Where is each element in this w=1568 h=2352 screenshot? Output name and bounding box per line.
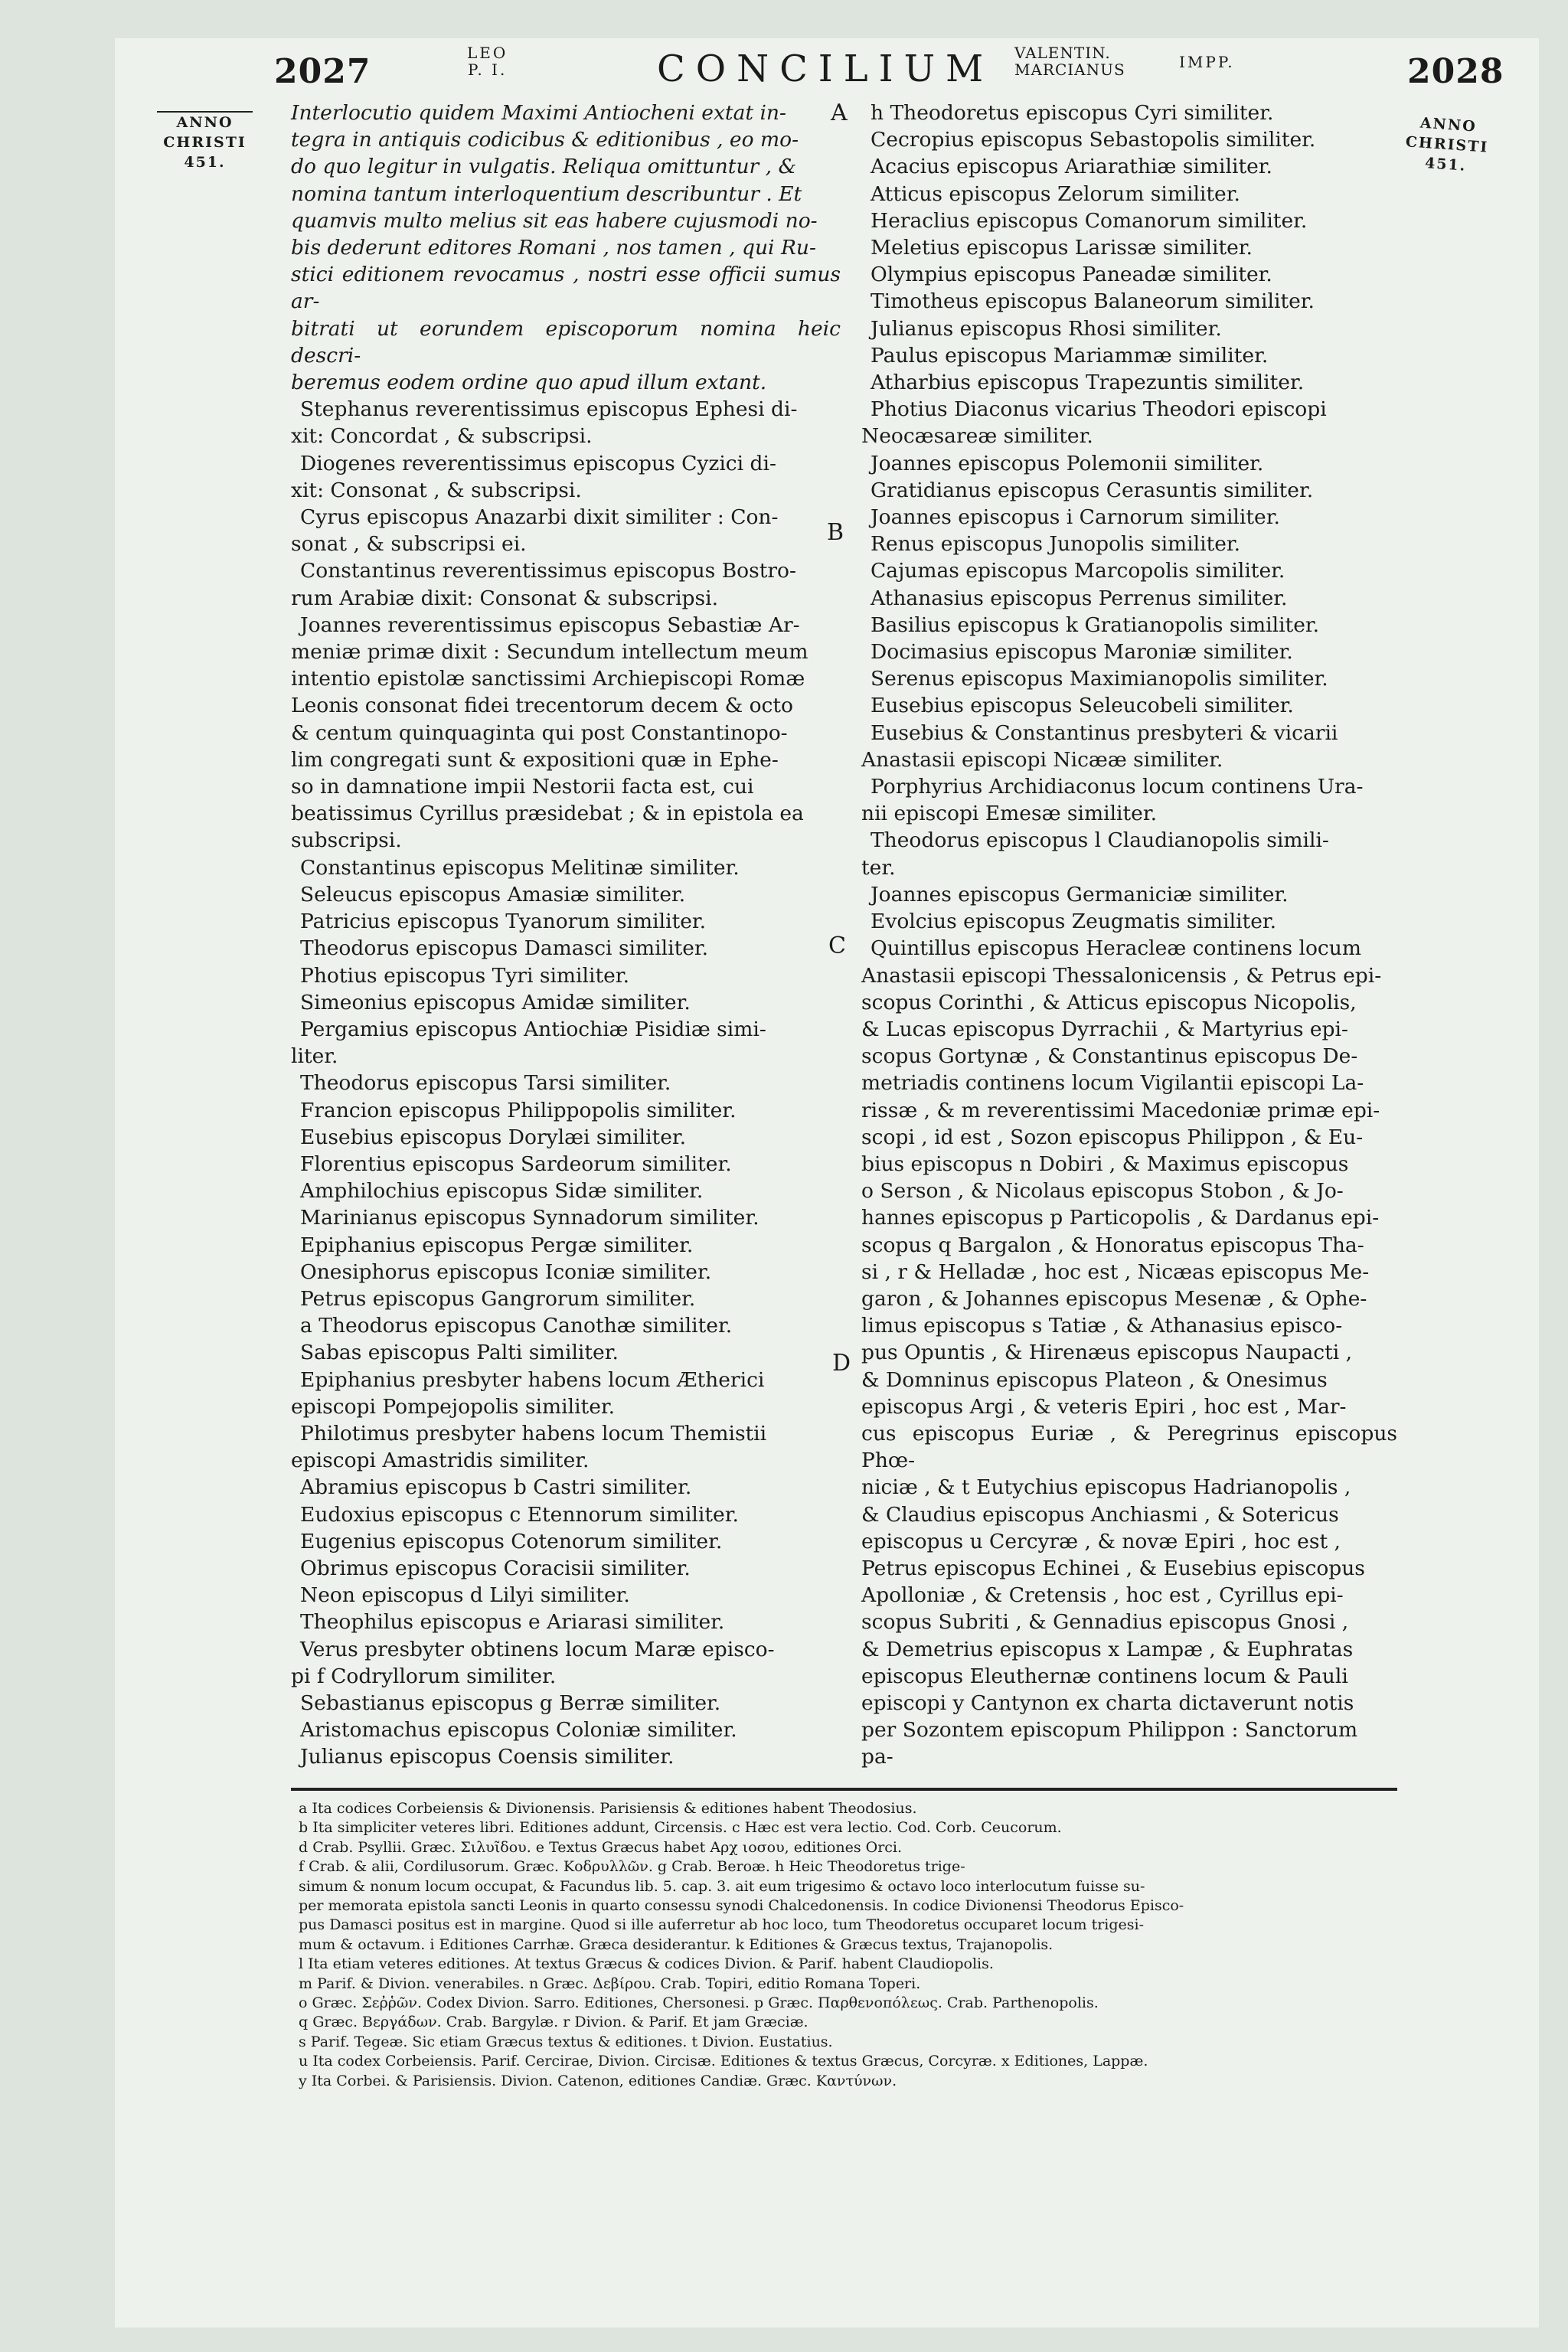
footnotes	[299, 1799, 1401, 2091]
text-line: Julianus episcopus Coensis similiter.	[300, 1745, 675, 1769]
christi-word: CHRISTI	[163, 134, 247, 151]
text-line: limus episcopus s Tatiæ , & Athanasius episco-	[861, 1314, 1343, 1338]
text-line: Porphyrius Archidiaconus locum continens Ura-	[871, 775, 1364, 799]
text-line: si , r & Helladæ , hoc est , Nicæas episcopus Me-	[861, 1259, 1370, 1284]
text-line: Theodorus episcopus Tarsi similiter.	[300, 1071, 671, 1096]
right-column	[861, 100, 1397, 1771]
text-line: Amphilochius episcopus Sidæ similiter.	[300, 1179, 704, 1204]
running-head-leo	[467, 44, 508, 78]
text-line: Epiphanius presbyter habens locum Ætherici	[300, 1367, 765, 1392]
text-line: Interlocutio quidem Maximi Antiocheni extat in-	[291, 101, 786, 125]
footnote-line: mum & octavum. i Editiones Carrhæ. Græca desiderantur. k Editiones & Græcus textus, Trajanopolis.	[299, 1936, 1054, 1953]
text-line: Eusebius & Constantinus presbyteri & vicarii	[871, 720, 1338, 745]
valentin-line-2: MARCIANUS	[1014, 60, 1125, 79]
valentin-line-1: VALENTIN.	[1014, 44, 1111, 62]
text-line: Florentius episcopus Sardeorum similiter.	[300, 1152, 732, 1176]
anno-year: 451.	[1424, 155, 1468, 175]
text-line: pus Opuntis , & Hirenæus episcopus Naupacti ,	[861, 1341, 1353, 1365]
text-line: Stephanus reverentissimus episcopus Ephesi di-	[300, 397, 798, 422]
text-line: episcopi Amastridis similiter.	[291, 1449, 590, 1473]
text-line: Neocæsareæ similiter.	[861, 424, 1093, 449]
text-line: Petrus episcopus Gangrorum similiter.	[300, 1286, 696, 1311]
text-line: Aristomachus episcopus Coloniæ similiter.	[300, 1718, 737, 1743]
text-line: liter.	[291, 1044, 338, 1069]
text-line: Olympius episcopus Paneadæ similiter.	[871, 263, 1272, 287]
page-number-right: 2028	[1407, 52, 1504, 91]
footnote-line: a Ita codices Corbeiensis & Divionensis. Parisiensis & editiones habent Theodosius.	[299, 1800, 917, 1817]
text-line: pi f Codryllorum similiter.	[291, 1664, 557, 1688]
text-line: Joannes episcopus Germaniciæ similiter.	[871, 882, 1289, 906]
text-line: per Sozontem episcopum Philippon : Sanctorum	[861, 1718, 1358, 1743]
text-line: Atharbius episcopus Trapezuntis similiter.	[871, 371, 1305, 395]
text-line: lim congregati sunt & expositioni quæ in Ephe-	[291, 747, 779, 772]
text-line: Renus episcopus Junopolis similiter.	[871, 532, 1241, 557]
anno-christi-right	[1399, 112, 1494, 178]
text-line: Eusebius episcopus Seleucobeli similiter.	[871, 694, 1294, 718]
text-line: sonat , & subscripsi ei.	[291, 532, 527, 557]
text-line: Francion episcopus Philippopolis similiter.	[300, 1098, 737, 1122]
text-line: & Domninus episcopus Plateon , & Onesimus	[861, 1367, 1328, 1392]
footnote-line: pus Damasci positus est in margine. Quod si ille auferretur ab hoc loco, tum Theodoretus occuparet locum trigesi-	[299, 1916, 1145, 1934]
running-head-impp: IMPP.	[1179, 53, 1235, 71]
text-line: Joannes reverentissimus episcopus Sebastiæ Ar-	[300, 612, 800, 637]
text-line: scopus Subriti , & Gennadius episcopus Gnosi ,	[861, 1610, 1349, 1635]
text-line: Eudoxius episcopus c Etennorum similiter.	[300, 1502, 739, 1527]
text-line: Verus presbyter obtinens locum Maræ episco-	[300, 1637, 775, 1661]
text-line: Pergamius episcopus Antiochiæ Pisidiæ simi-	[300, 1017, 766, 1041]
text-line: Diogenes reverentissimus episcopus Cyzici di-	[300, 451, 776, 475]
text-line: Quintillus episcopus Heracleæ continens locum	[871, 936, 1361, 961]
text-line: do quo legitur in vulgatis. Reliqua omittuntur , &	[291, 155, 797, 179]
text-line: & centum quinquaginta qui post Constantinopo-	[291, 720, 788, 745]
footnote-rule	[291, 1788, 1397, 1791]
text-line: Abramius episcopus b Castri similiter.	[300, 1475, 692, 1500]
anno-christi-left	[157, 111, 253, 172]
text-line: episcopus Eleuthernæ continens locum & Pauli	[861, 1664, 1348, 1688]
text-line: Paulus episcopus Mariammæ similiter.	[871, 343, 1269, 368]
text-line: Julianus episcopus Rhosi similiter.	[871, 316, 1222, 341]
footnote-line: q Græc. Βεργάδων. Crab. Bargylæ. r Divion. & Parif. Et jam Græciæ.	[299, 2014, 808, 2031]
text-line: Joannes episcopus i Carnorum similiter.	[871, 505, 1280, 530]
text-line: Photius episcopus Tyri similiter.	[300, 963, 629, 988]
text-line: beremus eodem ordine quo apud illum extant.	[291, 371, 767, 395]
text-line: Photius Diaconus vicarius Theodori episcopi	[871, 397, 1327, 422]
page-number-left: 2027	[274, 52, 371, 91]
text-line: rum Arabiæ dixit: Consonat & subscripsi.	[291, 586, 719, 610]
text-line: Eusebius episcopus Dorylæi similiter.	[300, 1125, 687, 1149]
footnote-line: m Parif. & Divion. venerabiles. n Græc. Δεβίρου. Crab. Topiri, editio Romana Toperi.	[299, 1975, 921, 1992]
footnote-line: simum & nonum locum occupat, & Facundus lib. 5. cap. 3. ait eum trigesimo & octavo loco interlocutum fuisse su-	[299, 1877, 1145, 1895]
margin-letter-c: C	[828, 933, 846, 959]
text-line: pa-	[861, 1745, 893, 1769]
text-line: Cecropius episcopus Sebastopolis similiter.	[871, 128, 1316, 152]
footnote-line: d Crab. Psyllii. Græc. Σιλυῖδου. e Textus Græcus habet Αρχ ιοσου, editiones Orci.	[299, 1838, 903, 1856]
running-head-emperors	[1014, 44, 1125, 78]
text-line: subscripsi.	[291, 828, 402, 853]
text-line: nii episcopi Emesæ similiter.	[861, 802, 1158, 826]
footnote-line: f Crab. & alii, Cordilusorum. Græc. Κοδρυλλῶν. g Crab. Beroæ. h Heic Theodoretus trige-	[299, 1858, 965, 1876]
text-line: Atticus episcopus Zelorum similiter.	[871, 181, 1240, 206]
text-line: Theodorus episcopus Damasci similiter.	[300, 936, 709, 961]
text-line: Constantinus reverentissimus episcopus Bostro-	[300, 559, 796, 583]
text-line: Onesiphorus episcopus Iconiæ similiter.	[300, 1259, 712, 1284]
margin-letter-d: D	[832, 1350, 851, 1377]
text-line: episcopi Pompejopolis similiter.	[291, 1394, 616, 1419]
leo-line-1: LEO	[467, 44, 508, 62]
text-line: niciæ , & t Eutychius episcopus Hadrianopolis ,	[861, 1475, 1351, 1500]
text-line: & Claudius episcopus Anchiasmi , & Sotericus	[861, 1502, 1339, 1527]
footnote-line: y Ita Corbei. & Parisiensis. Divion. Catenon, editiones Candiæ. Græc. Καντύνων.	[299, 2072, 897, 2089]
text-line: stici editionem revocamus , nostri esse officii sumus ar-	[291, 263, 841, 314]
text-line: Seleucus episcopus Amasiæ similiter.	[300, 882, 686, 906]
text-line: nomina tantum interloquentium describuntur . Et	[291, 181, 802, 206]
text-line: & Lucas episcopus Dyrrachii , & Martyrius epi-	[861, 1017, 1348, 1041]
text-line: Marinianus episcopus Synnadorum similiter.	[300, 1206, 760, 1230]
text-line: hannes episcopus p Particopolis , & Dardanus epi-	[861, 1206, 1380, 1230]
text-line: xit: Consonat , & subscripsi.	[291, 478, 582, 502]
anno-year: 451.	[184, 154, 226, 171]
text-line: Serenus episcopus Maximianopolis similiter.	[871, 667, 1328, 691]
text-line: bitrati ut eorundem episcoporum nomina heic descri-	[291, 316, 841, 368]
footnote-line: b Ita simpliciter veteres libri. Editiones addunt, Circensis. c Hæc est vera lectio. Cod. Corb. Ceucorum.	[299, 1819, 1062, 1837]
text-line: Cyrus episcopus Anazarbi dixit similiter : Con-	[300, 505, 779, 530]
text-line: Neon episcopus d Lilyi similiter.	[300, 1583, 630, 1608]
text-line: Evolcius episcopus Zeugmatis similiter.	[871, 910, 1277, 934]
text-line: Philotimus presbyter habens locum Themistii	[300, 1421, 767, 1446]
text-line: bis dederunt editores Romani , nos tamen , qui Ru-	[291, 236, 816, 260]
text-line: beatissimus Cyrillus præsidebat ; & in epistola ea	[291, 802, 804, 826]
text-line: tegra in antiquis codicibus & editionibus , eo mo-	[291, 128, 799, 152]
anno-word: ANNO	[157, 111, 253, 132]
left-column	[291, 100, 841, 1771]
text-line: Apolloniæ , & Cretensis , hoc est , Cyrillus epi-	[861, 1583, 1344, 1608]
footnote-line: u Ita codex Corbeiensis. Parif. Cercirae, Divion. Circisæ. Editiones & textus Græcus, Corcyræ. x Editiones, Lappæ.	[299, 2053, 1148, 2070]
text-line: quamvis multo melius sit eas habere cujusmodi no-	[291, 208, 818, 233]
text-line: Heraclius episcopus Comanorum similiter.	[871, 208, 1308, 233]
text-line: meniæ primæ dixit : Secundum intellectum meum	[291, 640, 808, 665]
text-line: xit: Concordat , & subscripsi.	[291, 424, 593, 449]
text-line: Docimasius episcopus Maroniæ similiter.	[871, 640, 1293, 665]
text-line: ter.	[861, 855, 896, 880]
text-line: Theophilus episcopus e Ariarasi similiter.	[300, 1610, 725, 1635]
text-line: Constantinus episcopus Melitinæ similiter.	[300, 855, 740, 880]
text-line: rissæ , & m reverentissimi Macedoniæ primæ epi-	[861, 1098, 1380, 1122]
text-line: Sabas episcopus Palti similiter.	[300, 1341, 619, 1365]
footnote-line: o Græc. Σεῤῥῶν. Codex Divion. Sarro. Editiones, Chersonesi. p Græc. Παρθενοπόλεως. Crab. Parthenopolis.	[299, 1994, 1099, 2012]
text-line: Meletius episcopus Larissæ similiter.	[871, 236, 1253, 260]
running-head-title: CONCILIUM	[657, 47, 995, 90]
text-line: Simeonius episcopus Amidæ similiter.	[300, 990, 691, 1014]
text-line: scopus Corinthi , & Atticus episcopus Nicopolis,	[861, 990, 1357, 1014]
text-line: Sebastianus episcopus g Berræ similiter.	[300, 1690, 721, 1715]
text-line: Anastasii episcopi Nicææ similiter.	[861, 747, 1223, 772]
text-line: o Serson , & Nicolaus episcopus Stobon , & Jo-	[861, 1179, 1344, 1204]
text-line: Cajumas episcopus Marcopolis similiter.	[871, 559, 1285, 583]
text-line: Obrimus episcopus Coracisii similiter.	[300, 1556, 691, 1580]
text-line: intentio epistolæ sanctissimi Archiepiscopi Romæ	[291, 667, 805, 691]
footnote-line: per memorata epistola sancti Leonis in quarto consessu synodi Chalcedonensis. In codice Divionensi Theodorus Episco-	[299, 1897, 1184, 1915]
text-line: Leonis consonat fidei trecentorum decem & octo	[291, 694, 793, 718]
text-line: scopus Gortynæ , & Constantinus episcopus De-	[861, 1044, 1358, 1069]
leo-line-2: P. I.	[467, 60, 508, 79]
text-line: Anastasii episcopi Thessalonicensis , & Petrus epi-	[861, 963, 1382, 988]
text-line: Petrus episcopus Echinei , & Eusebius episcopus	[861, 1556, 1365, 1580]
text-line: a Theodorus episcopus Canothæ similiter.	[300, 1314, 733, 1338]
text-line: cus episcopus Euriæ , & Peregrinus episcopus Phœ-	[861, 1421, 1397, 1473]
text-line: h Theodoretus episcopus Cyri similiter.	[871, 101, 1274, 125]
text-line: bius episcopus n Dobiri , & Maximus episcopus	[861, 1152, 1349, 1176]
christi-word: CHRISTI	[1405, 133, 1489, 156]
text-line: Epiphanius episcopus Pergæ similiter.	[300, 1233, 694, 1257]
text-line: Joannes episcopus Polemonii similiter.	[871, 451, 1264, 475]
text-line: scopi , id est , Sozon episcopus Philippon , & Eu-	[861, 1125, 1364, 1149]
text-line: & Demetrius episcopus x Lampæ , & Euphratas	[861, 1637, 1354, 1661]
anno-word: ANNO	[1419, 114, 1478, 136]
text-line: episcopus Argi , & veteris Epiri , hoc est , Mar-	[861, 1394, 1347, 1419]
text-line: Athanasius episcopus Perrenus similiter.	[871, 586, 1288, 610]
footnote-line: s Parif. Tegeæ. Sic etiam Græcus textus & editiones. t Divion. Eustatius.	[299, 2033, 833, 2050]
margin-letter-b: B	[827, 519, 844, 546]
text-line: episcopus u Cercyræ , & novæ Epiri , hoc est ,	[861, 1529, 1341, 1553]
text-line: Acacius episcopus Ariarathiæ similiter.	[871, 155, 1272, 179]
footnote-line: l Ita etiam veteres editiones. At textus Græcus & codices Divion. & Parif. habent Claudiopolis.	[299, 1955, 994, 1973]
text-line: Theodorus episcopus l Claudianopolis simili-	[871, 828, 1329, 853]
text-line: episcopi y Cantynon ex charta dictaverunt notis	[861, 1690, 1354, 1715]
text-line: Patricius episcopus Tyanorum similiter.	[300, 910, 707, 934]
margin-letter-a: A	[831, 100, 848, 126]
text-line: metriadis continens locum Vigilantii episcopi La-	[861, 1071, 1364, 1096]
text-line: Gratidianus episcopus Cerasuntis similiter.	[871, 478, 1314, 502]
text-line: garon , & Johannes episcopus Mesenæ , & Ophe-	[861, 1286, 1367, 1311]
text-line: scopus q Bargalon , & Honoratus episcopus Tha-	[861, 1233, 1364, 1257]
text-line: Eugenius episcopus Cotenorum similiter.	[300, 1529, 723, 1553]
text-line: so in damnatione impii Nestorii facta est, cui	[291, 775, 754, 799]
text-line: Timotheus episcopus Balaneorum similiter.	[871, 289, 1315, 314]
text-line: Basilius episcopus k Gratianopolis similiter.	[871, 612, 1320, 637]
